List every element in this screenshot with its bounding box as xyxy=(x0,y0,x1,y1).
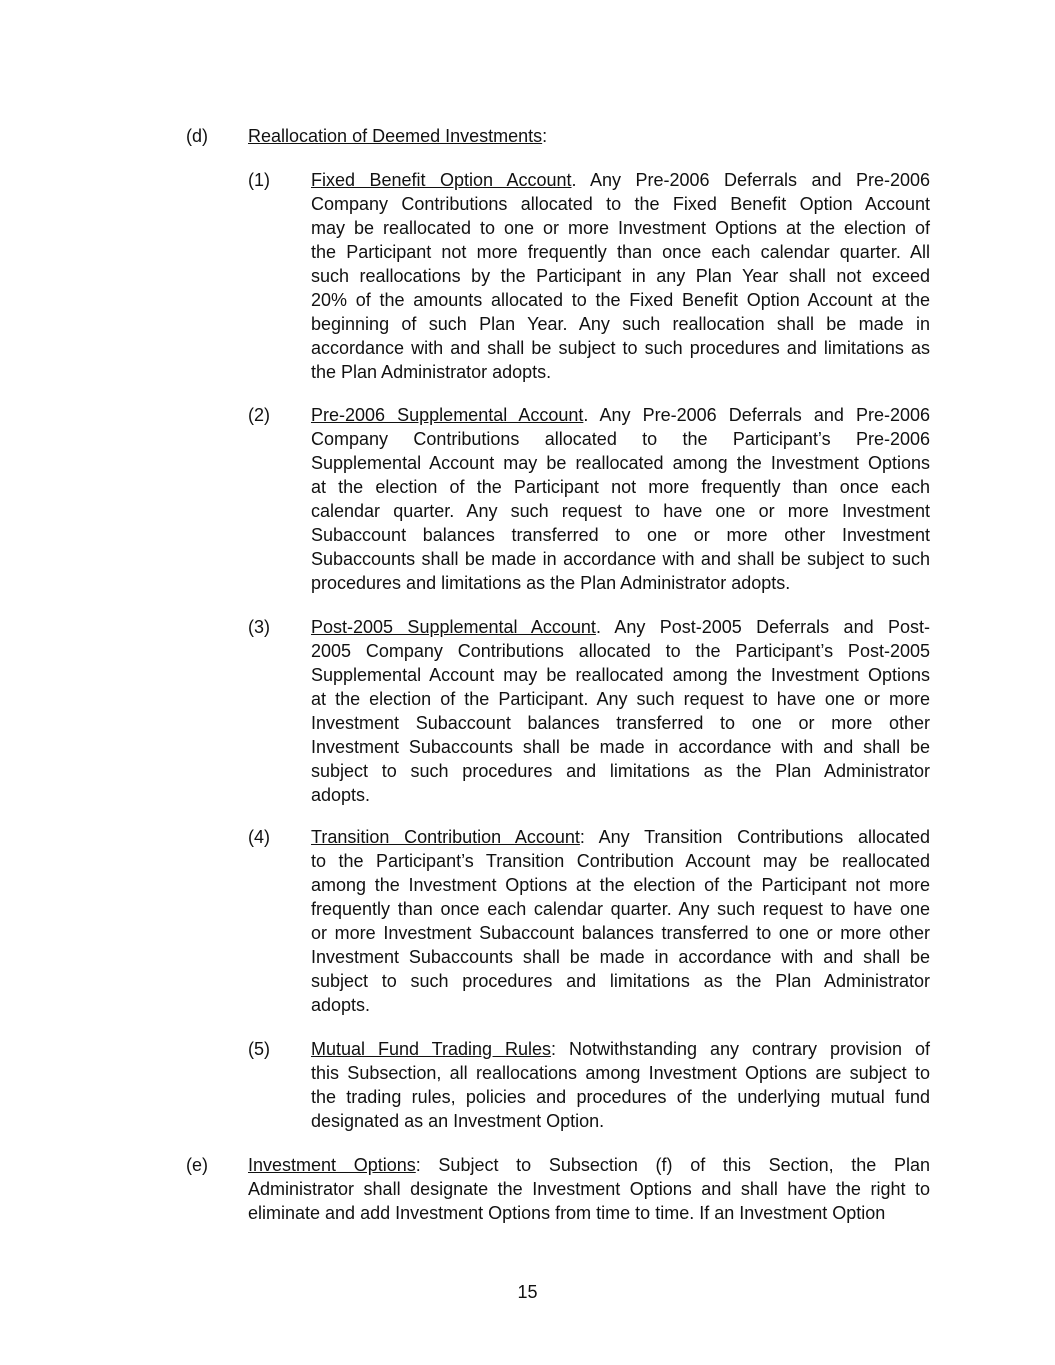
text-line-rest: : Any Transition Contributions allocated xyxy=(579,827,930,847)
text-line: eliminate and add Investment Options from time to time. If an Investment Option xyxy=(248,1203,886,1223)
item-3-text xyxy=(311,615,930,807)
text-line: adopts. xyxy=(311,785,371,805)
text-line: may be reallocated to one or more Investment Options at the election of xyxy=(311,218,930,238)
text-line: procedures and limitations as the Plan Administrator adopts. xyxy=(311,573,791,593)
text-line: calendar quarter. Any such request to have one or more Investment xyxy=(311,501,930,521)
item-5-title: Mutual Fund Trading Rules xyxy=(311,1039,552,1059)
text-line xyxy=(311,615,930,639)
text-line: Subaccounts shall be made in accordance with and shall be subject to such xyxy=(311,549,930,569)
text-line: to the Participant’s Transition Contribution Account may be reallocated xyxy=(311,851,930,871)
text-line: subject to such procedures and limitations as the Plan Administrator xyxy=(311,761,930,781)
text-line: 20% of the amounts allocated to the Fixed Benefit Option Account at the xyxy=(311,290,930,310)
section-d-label: (d) xyxy=(186,126,208,146)
item-2-title: Pre-2006 Supplemental Account xyxy=(311,405,584,425)
text-line: frequently than once each calendar quarter. Any such request to have one xyxy=(311,899,930,919)
section-e-text xyxy=(248,1153,930,1225)
text-line: among the Investment Options at the election of the Participant not more xyxy=(311,875,930,895)
item-label: (4) xyxy=(248,827,270,847)
text-line: at the election of the Participant. Any such request to have one or more xyxy=(311,689,930,709)
text-line-rest: . Any Pre-2006 Deferrals and Pre-2006 xyxy=(571,170,930,190)
text-line: such reallocations by the Participant in any Plan Year shall not exceed xyxy=(311,266,930,286)
item-label: (5) xyxy=(248,1039,270,1059)
text-line: at the election of the Participant not more frequently than once each xyxy=(311,477,930,497)
item-4-title: Transition Contribution Account xyxy=(311,827,580,847)
text-line: Supplemental Account may be reallocated among the Investment Options xyxy=(311,665,930,685)
text-line: adopts. xyxy=(311,995,371,1015)
text-line: Company Contributions allocated to the Participant’s Pre-2006 xyxy=(311,429,930,449)
text-line: the Plan Administrator adopts. xyxy=(311,362,552,382)
text-line-rest: . Any Post-2005 Deferrals and Post- xyxy=(595,617,930,637)
item-label: (1) xyxy=(248,170,270,190)
text-line: 2005 Company Contributions allocated to the Participant’s Post-2005 xyxy=(311,641,930,661)
text-line xyxy=(311,168,930,192)
text-line: Administrator shall designate the Investment Options and shall have the right to xyxy=(248,1179,930,1199)
item-3-title: Post-2005 Supplemental Account xyxy=(311,617,596,637)
text-line: the trading rules, policies and procedures of the underlying mutual fund xyxy=(311,1087,930,1107)
item-1-text xyxy=(311,168,930,384)
text-line-rest: : Notwithstanding any contrary provision of xyxy=(551,1039,930,1059)
text-line: or more Investment Subaccount balances transferred to one or more other xyxy=(311,923,930,943)
item-label: (2) xyxy=(248,405,270,425)
text-line: Supplemental Account may be reallocated among the Investment Options xyxy=(311,453,930,473)
item-4-text xyxy=(311,825,930,1017)
section-e-title: Investment Options xyxy=(248,1155,416,1175)
section-d-title: Reallocation of Deemed Investments xyxy=(248,126,543,146)
text-line: Subaccount balances transferred to one or more other Investment xyxy=(311,525,930,545)
item-label: (3) xyxy=(248,617,270,637)
text-line xyxy=(311,825,930,849)
text-line: Company Contributions allocated to the Fixed Benefit Option Account xyxy=(311,194,930,214)
item-2-text xyxy=(311,403,930,595)
text-line: Investment Subaccounts shall be made in accordance with and shall be xyxy=(311,947,930,967)
text-line: accordance with and shall be subject to such procedures and limitations as xyxy=(311,338,930,358)
text-line: the Participant not more frequently than once each calendar quarter. All xyxy=(311,242,930,262)
item-1-title: Fixed Benefit Option Account xyxy=(311,170,572,190)
text-line xyxy=(248,1153,930,1177)
page-number: 15 xyxy=(517,1282,538,1302)
text-line xyxy=(311,403,930,427)
text-line-rest: : Subject to Subsection (f) of this Section, the Plan xyxy=(415,1155,931,1175)
text-line: Investment Subaccount balances transferred to one or more other xyxy=(311,713,930,733)
section-d-heading xyxy=(248,124,547,148)
text-line: this Subsection, all reallocations among Investment Options are subject to xyxy=(311,1063,930,1083)
text-line-rest: . Any Pre-2006 Deferrals and Pre-2006 xyxy=(583,405,930,425)
text-line: beginning of such Plan Year. Any such reallocation shall be made in xyxy=(311,314,930,334)
text-line: designated as an Investment Option. xyxy=(311,1111,605,1131)
section-d-title-suffix: : xyxy=(542,126,548,146)
item-5-text xyxy=(311,1037,930,1133)
text-line: Investment Subaccounts shall be made in accordance with and shall be xyxy=(311,737,930,757)
text-line xyxy=(311,1037,930,1061)
text-line: subject to such procedures and limitations as the Plan Administrator xyxy=(311,971,930,991)
section-e-label: (e) xyxy=(186,1155,208,1175)
